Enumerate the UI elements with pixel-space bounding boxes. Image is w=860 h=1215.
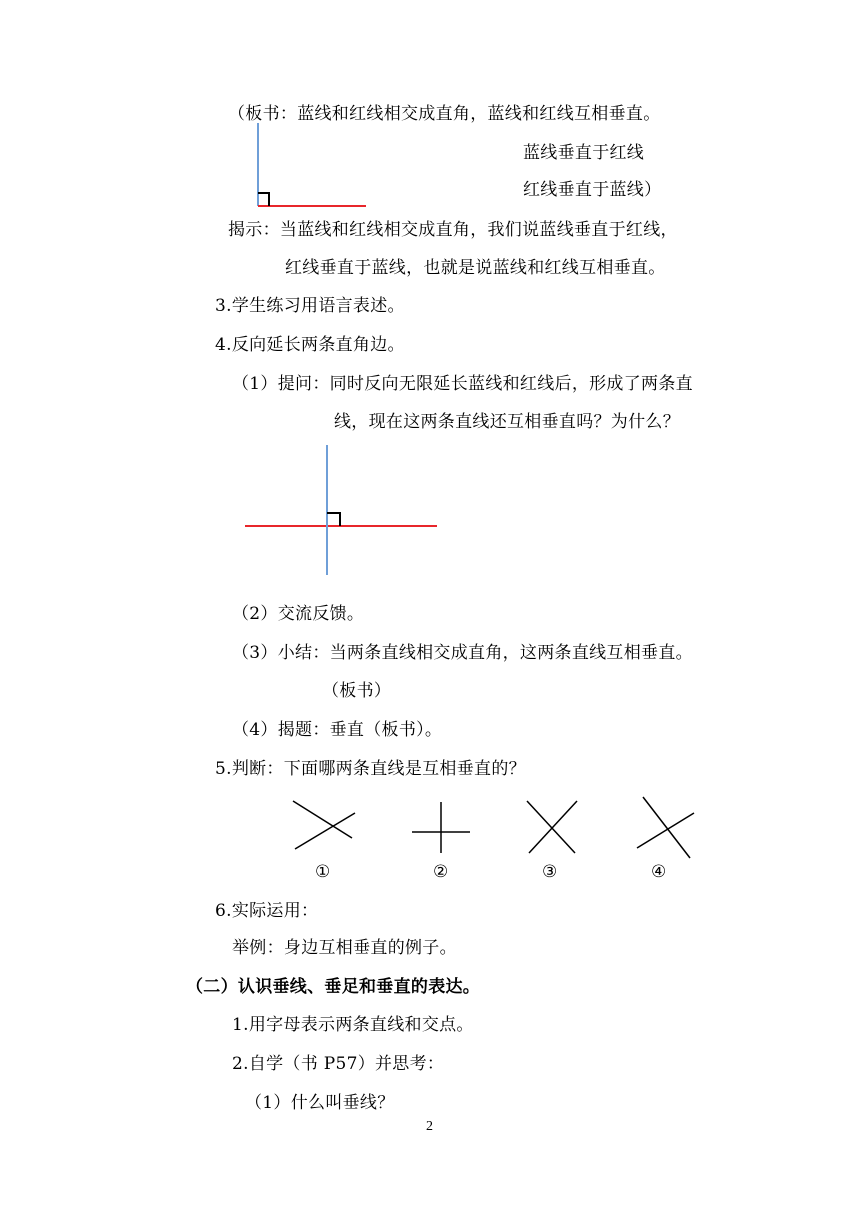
board-note-line-3: 红线垂直于蓝线）: [523, 180, 662, 200]
section-2-item-2: 2.自学（书 P57）并思考：: [232, 1054, 445, 1074]
judge-figure-1: [293, 801, 355, 849]
section-2-question-1: （1）什么叫垂线？: [245, 1093, 395, 1113]
question-3-line-2: （板书）: [322, 681, 392, 701]
board-note-line-2: 蓝线垂直于红线: [523, 143, 645, 163]
right-angle-mark: [258, 193, 269, 206]
page-number: 2: [426, 1119, 434, 1134]
judge-figure-2: [412, 802, 470, 853]
figure-label-1: ①: [315, 862, 331, 882]
reveal-line-1: 揭示：当蓝线和红线相交成直角，我们说蓝线垂直于红线，: [228, 220, 678, 240]
reveal-line-2: 红线垂直于蓝线，也就是说蓝线和红线互相垂直。: [285, 258, 666, 278]
section-2-heading: （二）认识垂线、垂足和垂直的表达。: [186, 977, 481, 997]
judge-figure-3: [527, 801, 577, 853]
step-5: 5.判断：下面哪两条直线是互相垂直的？: [215, 759, 526, 779]
question-1-line-1: （1）提问：同时反向无限延长蓝线和红线后，形成了两条直: [232, 374, 693, 394]
step-4: 4.反向延长两条直角边。: [215, 335, 405, 355]
figure-label-2: ②: [433, 862, 449, 882]
question-2: （2）交流反馈。: [232, 604, 365, 624]
example-line: 举例：身边互相垂直的例子。: [232, 938, 457, 958]
right-angle-mark: [327, 513, 340, 526]
section-2-item-1: 1.用字母表示两条直线和交点。: [232, 1015, 474, 1035]
perpendicular-lines-figure: [245, 445, 437, 575]
step-6: 6.实际运用：: [215, 901, 319, 921]
right-angle-figure: [258, 123, 366, 206]
judge-figure-4: [637, 797, 694, 858]
question-4: （4）揭题：垂直（板书）。: [232, 720, 443, 740]
step-3: 3.学生练习用语言表述。: [215, 296, 405, 316]
board-note-line-1: （板书：蓝线和红线相交成直角，蓝线和红线互相垂直。: [228, 104, 661, 124]
figure-label-3: ③: [542, 862, 558, 882]
figure-label-4: ④: [651, 862, 667, 882]
question-3-line-1: （3）小结：当两条直线相交成直角，这两条直线互相垂直。: [232, 643, 693, 663]
question-1-line-2: 线，现在这两条直线还互相垂直吗？为什么？: [334, 412, 680, 432]
